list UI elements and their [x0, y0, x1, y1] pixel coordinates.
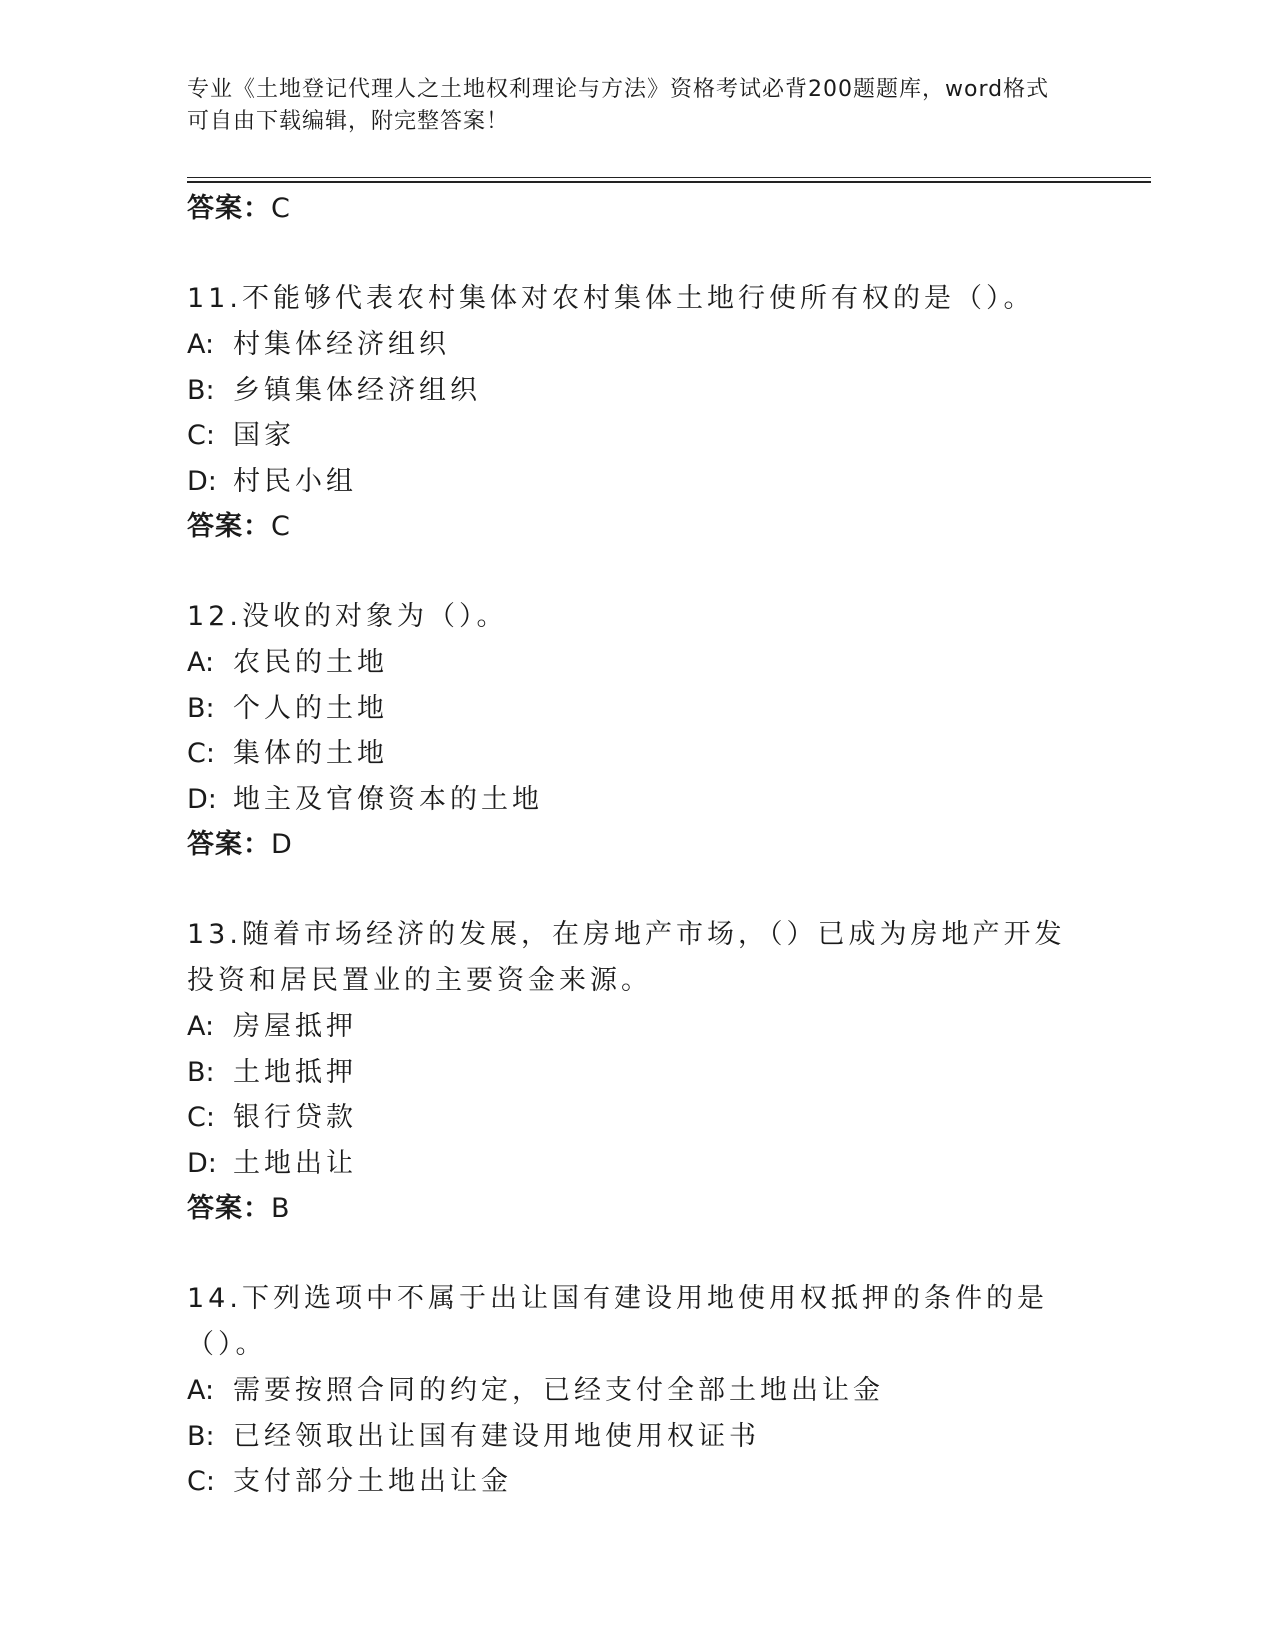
option-key: D:	[187, 783, 217, 815]
answer-label: 答案：	[187, 1193, 271, 1224]
option-key: A:	[187, 329, 215, 360]
option-text: 个人的土地	[233, 692, 388, 724]
option-key: C:	[187, 738, 215, 769]
option-a	[187, 1368, 1087, 1414]
answer-value: D	[271, 829, 293, 860]
option-key: B:	[187, 1056, 215, 1088]
question-stem: 12.没收的对象为（）。	[187, 601, 508, 632]
option-c	[187, 731, 1087, 777]
option-c	[187, 413, 1087, 459]
option-b	[187, 686, 1087, 732]
answer-line	[187, 186, 1087, 232]
header-divider-thin	[187, 177, 1151, 178]
option-text: 国家	[233, 420, 295, 451]
option-key: C:	[187, 420, 215, 451]
option-text: 需要按照合同的约定，已经支付全部土地出让金	[233, 1375, 884, 1406]
option-text: 乡镇集体经济组织	[233, 374, 481, 406]
option-key: B:	[187, 692, 215, 724]
option-text: 已经领取出让国有建设用地使用权证书	[233, 1420, 760, 1452]
question-stem: 11.不能够代表农村集体对农村集体土地行使所有权的是（）。	[187, 283, 1035, 314]
option-text: 银行贷款	[233, 1102, 357, 1133]
answer-line	[187, 504, 1087, 550]
option-key: A:	[187, 1011, 215, 1042]
header-divider-thick	[187, 181, 1151, 183]
option-key: A:	[187, 647, 215, 678]
option-key: C:	[187, 1466, 215, 1497]
answer-label: 答案：	[187, 511, 271, 542]
option-text: 农民的土地	[233, 647, 388, 678]
option-b	[187, 1414, 1087, 1460]
option-key: A:	[187, 1375, 215, 1406]
document-header: 专业《土地登记代理人之土地权利理论与方法》资格考试必背200题题库，word格式可自由下载编辑，附完整答案！	[187, 77, 1050, 134]
option-key: B:	[187, 374, 215, 406]
option-a	[187, 1004, 1087, 1050]
option-text: 土地出让	[233, 1147, 357, 1179]
option-d	[187, 777, 1087, 823]
question-stem: 13.随着市场经济的发展，在房地产市场，（）已成为房地产开发投资和居民置业的主要资金来源。	[187, 919, 1066, 996]
answer-line	[187, 822, 1087, 868]
answer-value: B	[271, 1193, 291, 1224]
option-a	[187, 640, 1087, 686]
option-b	[187, 1050, 1087, 1096]
question-list	[187, 186, 1087, 1505]
answer-label: 答案：	[187, 829, 271, 860]
answer-label: 答案：	[187, 193, 271, 224]
option-key: D:	[187, 465, 217, 497]
option-text: 集体的土地	[233, 738, 388, 769]
option-key: C:	[187, 1102, 215, 1133]
option-key: B:	[187, 1420, 215, 1452]
answer-value: C	[271, 511, 291, 542]
question-stem: 14.下列选项中不属于出让国有建设用地使用权抵押的条件的是（）。	[187, 1283, 1048, 1360]
option-b	[187, 368, 1087, 414]
option-text: 地主及官僚资本的土地	[233, 783, 543, 815]
option-d	[187, 1141, 1087, 1187]
option-text: 房屋抵押	[233, 1011, 357, 1042]
option-text: 村集体经济组织	[233, 329, 450, 360]
option-c	[187, 1095, 1087, 1141]
option-text: 支付部分土地出让金	[233, 1466, 512, 1497]
option-text: 村民小组	[233, 465, 357, 497]
option-a	[187, 322, 1087, 368]
option-text: 土地抵押	[233, 1056, 357, 1088]
answer-line	[187, 1186, 1087, 1232]
option-c	[187, 1459, 1087, 1505]
answer-value: C	[271, 193, 291, 224]
option-d	[187, 459, 1087, 505]
option-key: D:	[187, 1147, 217, 1179]
